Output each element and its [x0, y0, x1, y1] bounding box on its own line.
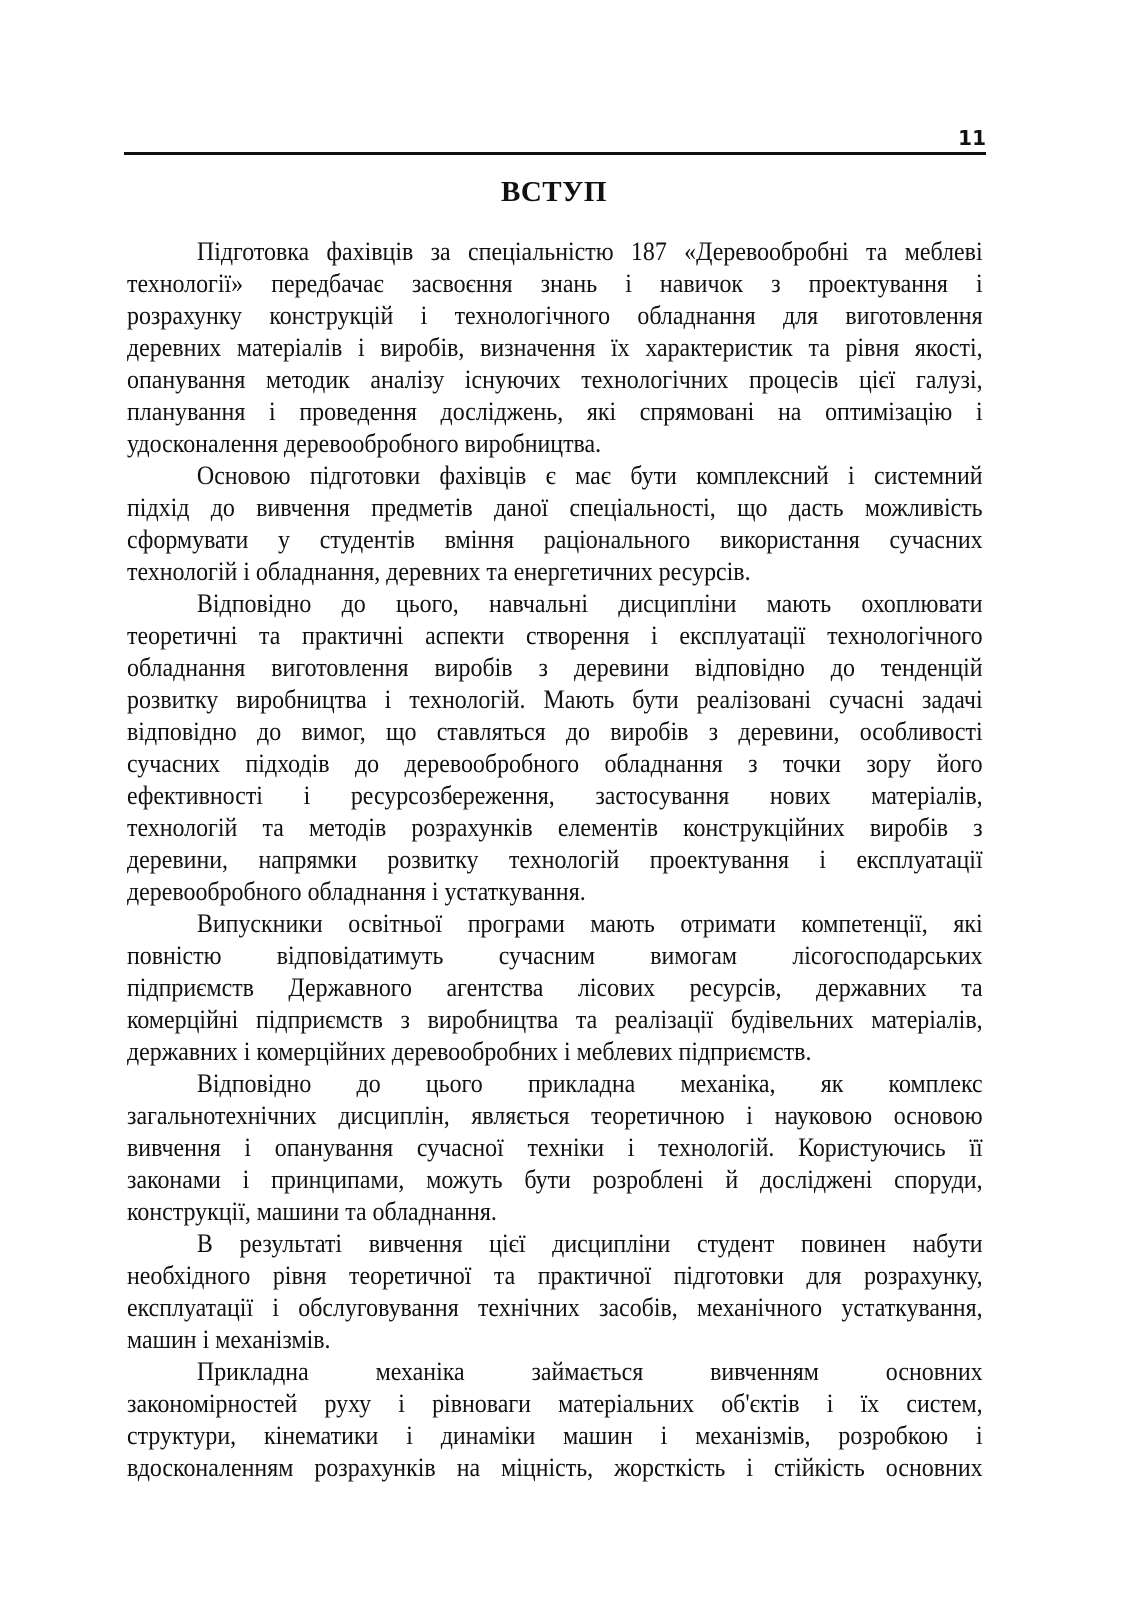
- text-line: технологій і обладнання, деревних та енергетичних ресурсів.: [127, 557, 751, 586]
- paragraph: [127, 1356, 983, 1484]
- header-rule: [124, 152, 986, 155]
- text-line: деревних матеріалів і виробів, визначення їх характеристик та рівня якості,: [127, 333, 983, 362]
- document-body: [127, 236, 983, 1484]
- text-line: державних і комерційних деревообробних і меблевих підприємств.: [127, 1037, 812, 1066]
- text-line: Відповідно до цього, навчальні дисципліни мають охоплювати: [196, 589, 983, 618]
- text-line: технології» передбачає засвоєння знань і навичок з проектування і: [127, 269, 983, 298]
- text-line: В результаті вивчення цієї дисципліни студент повинен набути: [196, 1229, 983, 1258]
- text-line: підхід до вивчення предметів даної спеціальності, що дасть можливість: [127, 493, 983, 522]
- text-line: Основою підготовки фахівців є має бути комплексний і системний: [196, 461, 983, 490]
- text-line: технологій та методів розрахунків елементів конструкційних виробів з: [127, 813, 983, 842]
- paragraph: [127, 588, 983, 908]
- text-line: деревообробного обладнання і устаткування.: [127, 877, 586, 906]
- text-line: закономірностей руху і рівноваги матеріальних об'єктів і їх систем,: [127, 1389, 983, 1418]
- text-line: структури, кінематики і динаміки машин і механізмів, розробкою і: [127, 1421, 983, 1450]
- text-line: удосконалення деревообробного виробництва.: [127, 429, 602, 458]
- text-line: планування і проведення досліджень, які спрямовані на оптимізацію і: [127, 397, 983, 426]
- paragraph: [127, 1228, 983, 1356]
- text-line: розрахунку конструкцій і технологічного обладнання для виготовлення: [127, 301, 983, 330]
- text-line: необхідного рівня теоретичної та практичної підготовки для розрахунку,: [127, 1261, 983, 1290]
- text-line: сформувати у студентів вміння раціонального використання сучасних: [127, 525, 983, 554]
- text-line: конструкції, машини та обладнання.: [127, 1197, 497, 1226]
- text-line: вивчення і опанування сучасної техніки і технологій. Користуючись її: [127, 1133, 983, 1162]
- text-line: сучасних підходів до деревообробного обладнання з точки зору його: [127, 749, 983, 778]
- text-line: законами і принципами, можуть бути розроблені й досліджені споруди,: [127, 1165, 983, 1194]
- text-line: загальнотехнічних дисциплін, являється теоретичною і науковою основою: [127, 1101, 983, 1130]
- text-line: Випускники освітньої програми мають отримати компетенції, які: [196, 909, 983, 938]
- text-line: підприємств Державного агентства лісових ресурсів, державних та: [127, 973, 983, 1002]
- text-line: обладнання виготовлення виробів з деревини відповідно до тенденцій: [127, 653, 983, 682]
- page-number: 11: [958, 126, 986, 150]
- paragraph: [127, 236, 983, 460]
- text-line: Відповідно до цього прикладна механіка, як комплекс: [196, 1069, 983, 1098]
- text-line: Підготовка фахівців за спеціальністю 187 «Деревообробні та меблеві: [196, 237, 983, 266]
- text-line: теоретичні та практичні аспекти створення і експлуатації технологічного: [127, 621, 983, 650]
- paragraph: [127, 908, 983, 1068]
- text-line: деревини, напрямки розвитку технологій проектування і експлуатації: [127, 845, 983, 874]
- text-line: ефективності і ресурсозбереження, застосування нових матеріалів,: [127, 781, 983, 810]
- text-line: комерційні підприємств з виробництва та реалізації будівельних матеріалів,: [127, 1005, 983, 1034]
- text-line: вдосконаленням розрахунків на міцність, жорсткість і стійкість основних: [127, 1453, 983, 1482]
- text-line: опанування методик аналізу існуючих технологічних процесів цієї галузі,: [127, 365, 983, 394]
- paragraph: [127, 1068, 983, 1228]
- text-line: відповідно до вимог, що ставляться до виробів з деревини, особливості: [127, 717, 983, 746]
- text-line: Прикладна механіка займається вивченням основних: [196, 1357, 983, 1386]
- page-title: ВСТУП: [501, 176, 607, 208]
- text-line: повністю відповідатимуть сучасним вимогам лісогосподарських: [127, 941, 983, 970]
- paragraph: [127, 460, 983, 588]
- text-line: машин і механізмів.: [127, 1325, 331, 1354]
- text-line: розвитку виробництва і технологій. Мають бути реалізовані сучасні задачі: [127, 685, 983, 714]
- text-line: експлуатації і обслуговування технічних засобів, механічного устаткування,: [127, 1293, 983, 1322]
